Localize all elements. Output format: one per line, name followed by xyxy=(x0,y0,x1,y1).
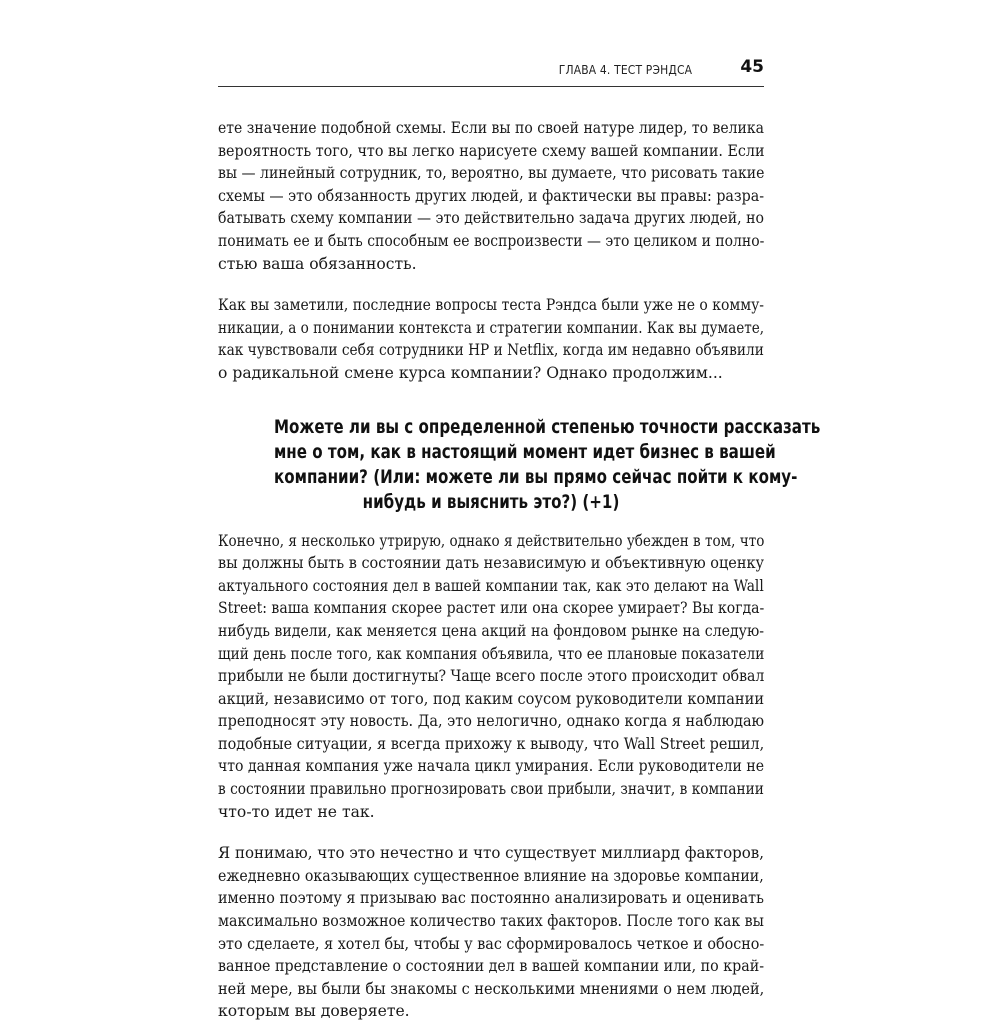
page-number: 45 xyxy=(740,57,764,77)
text-line: которым вы доверяете. xyxy=(218,1002,410,1021)
text-line: актуального состояния дел в вашей компании так, как это делают на Wall xyxy=(218,576,764,595)
text-line: Как вы заметили, последние вопросы теста Рэндса были уже не о комму- xyxy=(218,296,765,315)
text-line: понимать ее и быть способным ее воспроизвести — это целиком и полно- xyxy=(218,231,765,250)
text-line: прибыли не были достигнуты? Чаще всего после этого происходит обвал xyxy=(218,667,765,686)
text-line: стью ваша обязанность. xyxy=(218,254,417,273)
text-line: как чувствовали себя сотрудники HP и Netflix, когда им недавно объявили xyxy=(218,341,764,360)
text-line: максимально возможное количество таких факторов. После того как вы xyxy=(218,912,764,931)
text-line: преподносят эту новость. Да, это нелогично, однако когда я наблюдаю xyxy=(218,712,765,731)
text-line: вероятность того, что вы легко нарисуете схему вашей компании. Если xyxy=(218,141,765,160)
paragraph-3 xyxy=(218,530,764,824)
paragraph-2 xyxy=(218,294,764,384)
text-line: в состоянии правильно прогнозировать свои прибыли, значит, в компании xyxy=(218,780,764,799)
text-line: Я понимаю, что это нечестно и что существует миллиард факторов, xyxy=(218,844,765,863)
text-line: именно поэтому я призываю вас постоянно анализировать и оценивать xyxy=(218,889,764,908)
text-line: нибудь видели, как меняется цена акций на фондовом рынке на следую- xyxy=(218,621,765,640)
text-line: ней мере, вы были бы знакомы с несколькими мнениями о нем людей, xyxy=(218,979,765,998)
text-line: Конечно, я несколько утрирую, однако я действительно убежден в том, что xyxy=(218,531,765,550)
text-line: щий день после того, как компания объявила, что ее плановые показатели xyxy=(218,644,765,663)
text-line: ете значение подобной схемы. Если вы по своей натуре лидер, то велика xyxy=(218,119,764,137)
paragraph-4 xyxy=(218,842,764,1023)
text-line: Street: ваша компания скорее растет или она скорее умирает? Вы когда- xyxy=(218,599,765,618)
paragraph-1 xyxy=(218,117,764,275)
text-line: о радикальной смене курса компании? Однако продолжим... xyxy=(218,363,723,382)
section-heading xyxy=(273,415,821,515)
text-line: это сделаете, я хотел бы, чтобы у вас сформировалось четкое и обосно- xyxy=(218,934,765,953)
text-line: ванное представление о состоянии дел в вашей компании или, по край- xyxy=(218,957,765,976)
text-line: никации, а о понимании контекста и стратегии компании. Как вы думаете, xyxy=(218,318,765,337)
text-line: ежедневно оказывающих существенное влияние на здоровье компании, xyxy=(218,866,764,885)
text-line: что данная компания уже начала цикл умирания. Если руководители не xyxy=(218,757,765,776)
chapter-title: ГЛАВА 4. ТЕСТ РЭНДСА xyxy=(558,62,692,77)
text-line: что-то идет не так. xyxy=(218,802,375,821)
text-line: подобные ситуации, я всегда прихожу к выводу, что Wall Street решил, xyxy=(218,734,765,753)
heading-line: мне о том, как в настоящий момент идет бизнес в вашей xyxy=(273,440,776,463)
text-line: схемы — это обязанность других людей, и фактически вы правы: разра- xyxy=(218,186,765,205)
text-line: батывать схему компании — это действительно задача других людей, но xyxy=(218,209,765,228)
heading-line: нибудь и выяснить это?) (+1) xyxy=(362,490,620,513)
heading-line: Можете ли вы с определенной степенью точности рассказать xyxy=(273,415,821,438)
page-body xyxy=(218,117,821,1023)
text-line: вы должны быть в состоянии дать независимую и объективную оценку xyxy=(218,554,765,573)
text-line: акций, независимо от того, под каким соусом руководители компании xyxy=(218,689,765,708)
text-line: вы — линейный сотрудник, то, вероятно, вы думаете, что рисовать такие xyxy=(218,164,765,183)
running-header xyxy=(218,57,764,87)
heading-line: компании? (Или: можете ли вы прямо сейчас пойти к кому- xyxy=(273,465,798,488)
